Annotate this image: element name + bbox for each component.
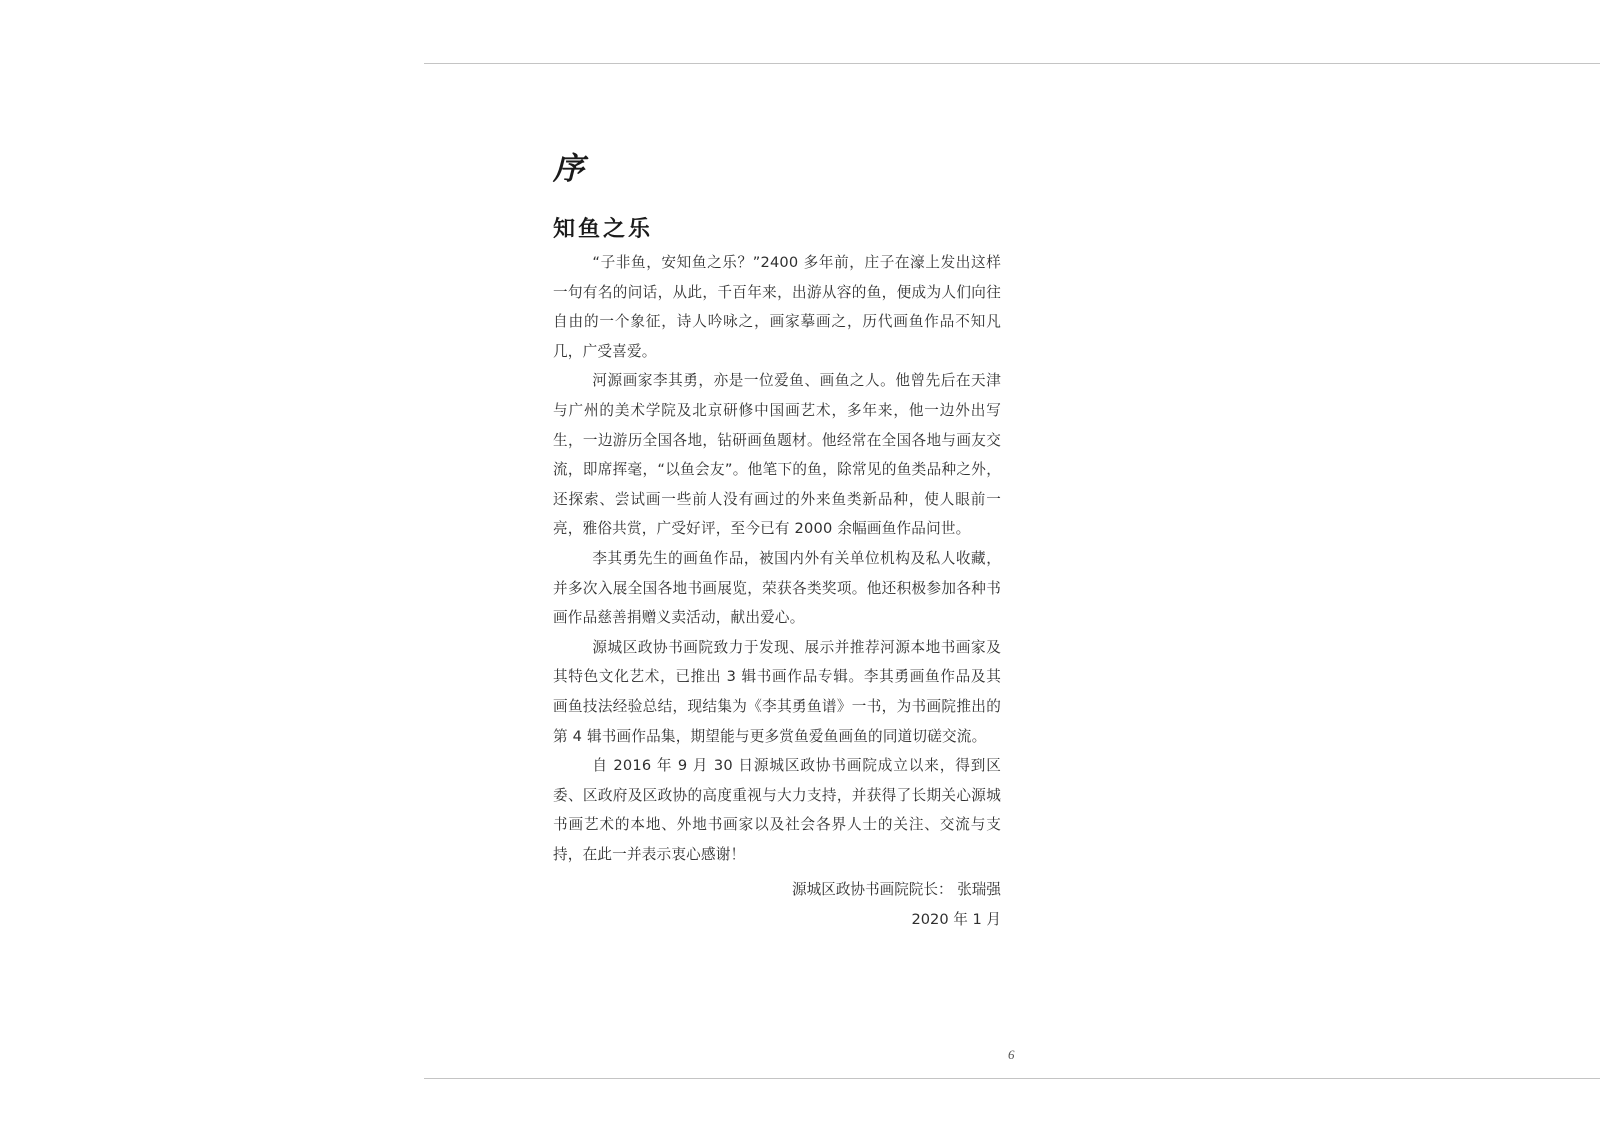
foreword-column [553,150,1001,935]
page-number: 6 [1008,1047,1015,1062]
paragraph: 河源画家李其勇，亦是一位爱鱼、画鱼之人。他曾先后在天津与广州的美术学院及北京研修中国画艺术，多年来，他一边外出写生，一边游历全国各地，钻研画鱼题材。他经常在全国各地与画友交流，即席挥毫，“以鱼会友”。他笔下的鱼，除常见的鱼类品种之外，还探索、尝试画一些前人没有画过的外来鱼类新品种，使人眼前一亮，雅俗共赏，广受好评，至今已有 2000 余幅画鱼作品问世。 [553,372,1001,538]
bottom-rule [424,1078,1600,1079]
page-title: 序 [553,151,586,187]
signature-author: 源城区政协书画院院长： 张瑞强 [792,881,1001,899]
paragraph: 李其勇先生的画鱼作品，被国内外有关单位机构及私人收藏，并多次入展全国各地书画展览，荣获各类奖项。他还积极参加各种书画作品慈善捐赠义卖活动，献出爱心。 [553,549,1001,627]
top-rule [424,63,1600,64]
paragraph: 自 2016 年 9 月 30 日源城区政协书画院成立以来，得到区委、区政府及区政协的高度重视与大力支持，并获得了长期关心源城书画艺术的本地、外地书画家以及社会各界人士的关注、交流与支持，在此一并表示衷心感谢！ [553,757,1001,863]
signature-date: 2020 年 1 月 [911,911,1001,929]
signature-block [553,875,1001,934]
paragraph: “子非鱼，安知鱼之乐？”2400 多年前，庄子在濠上发出这样一句有名的问话，从此，千百年来，出游从容的鱼，便成为人们向往自由的一个象征，诗人吟咏之，画家摹画之，历代画鱼作品不知凡几，广受喜爱。 [553,254,1001,360]
foreword-body [553,248,1001,869]
section-title: 知鱼之乐 [553,216,654,242]
paragraph: 源城区政协书画院致力于发现、展示并推荐河源本地书画家及其特色文化艺术，已推出 3 辑书画作品专辑。李其勇画鱼作品及其画鱼技法经验总结，现结集为《李其勇鱼谱》一书，为书画院推出的第 4 辑书画作品集，期望能与更多赏鱼爱鱼画鱼的同道切磋交流。 [553,638,1001,745]
